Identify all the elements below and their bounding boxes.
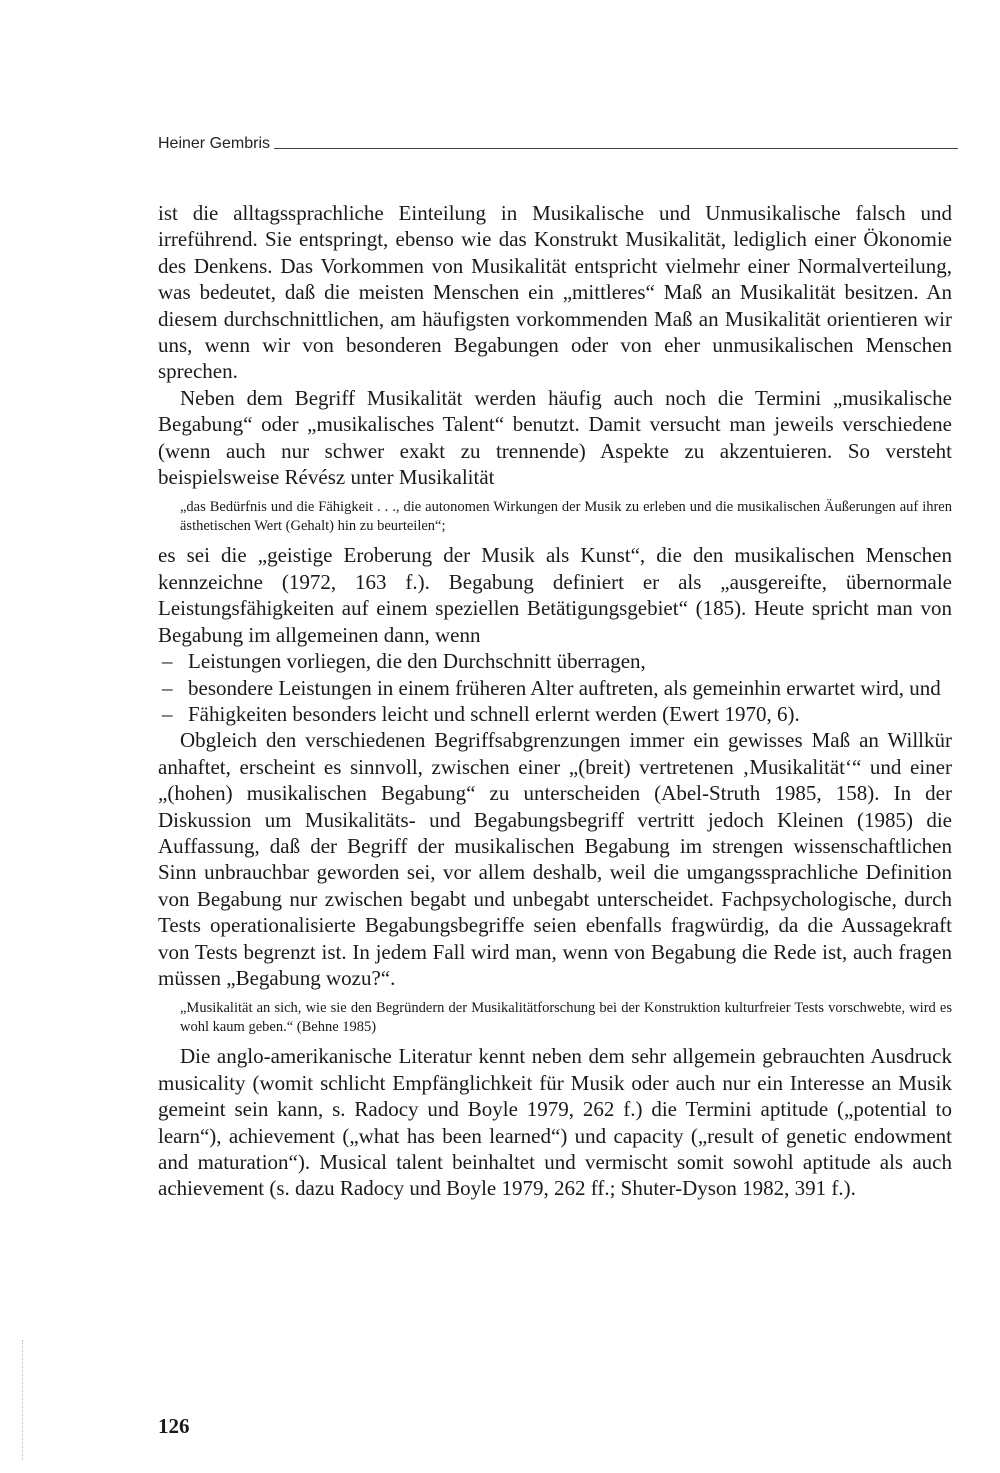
paragraph-2: Neben dem Begriff Musikalität werden häufig auch noch die Termini „musikalische Begabung“ oder „musikalisches Talent“ benutzt. Damit versucht man jeweils verschiedene (wenn auch nur schwer exakt zu trennende) Aspekte zu akzentuieren. So versteht beispielsweise Révész unter Musikalität [158, 385, 952, 490]
page-body [158, 200, 952, 1202]
block-quote-2: „Musikalität an sich, wie sie den Begründern der Musikalitätforschung bei der Konstruktion kulturfreier Tests vorschwebte, wird es wohl kaum geben.“ (Behne 1985) [180, 1000, 952, 1036]
block-quote-1: „das Bedürfnis und die Fähigkeit . . ., die autonomen Wirkungen der Musik zu erleben und die musikalischen Äußerungen auf ihren ästhetischen Wert (Gehalt) hin zu beurteilen“; [180, 499, 952, 535]
list-item: – Fähigkeiten besonders leicht und schnell erlernt werden (Ewert 1970, 6). [158, 701, 952, 727]
paragraph-5: Die anglo-amerikanische Literatur kennt neben dem sehr allgemein gebrauchten Ausdruck musicality (womit schlicht Empfänglichkeit für Musik oder auch nur ein Interesse an Musik gemeint sein kann, s. Radocy und Boyle 1979, 262 f.) die Termini aptitude („potential to learn“), achievement („what has been learned“) und capacity („result of genetic endowment and maturation“). Musical talent beinhaltet und vermischt somit sowohl aptitude als auch achievement (s. dazu Radocy und Boyle 1979, 262 ff.; Shuter-Dyson 1982, 391 f.). [158, 1044, 952, 1201]
running-header [158, 135, 958, 153]
page-number: 126 [158, 1414, 190, 1438]
header-rule [274, 148, 958, 149]
header-author: Heiner Gembris [158, 135, 271, 152]
condition-list [158, 648, 952, 727]
paragraph-4: Obgleich den verschiedenen Begriffsabgrenzungen immer ein gewisses Maß an Willkür anhaftet, erscheint es sinnvoll, zwischen einer „(breit) vertretenen ‚Musikalität‘“ und einer „(hohen) musikalischen Begabung“ zu unterscheiden (Abel-Struth 1985, 158). In der Diskussion um Musikalitäts- und Begabungsbegriff vertritt jedoch Kleinen (1985) die Auffassung, daß der Begriff der musikalischen Begabung im strengen wissenschaftlichen Sinn unbrauchbar geworden sei, vor allem deshalb, weil die umgangssprachliche Definition von Begabung nur zwischen begabt und unbegabt unterscheidet. Fachpsychologische, durch Tests operationalisierte Begabungsbegriffe seien ebenfalls fragwürdig, da die Aussagekraft von Tests begrenzt ist. In jedem Fall wird man, wenn von Begabung die Rede ist, auch fragen müssen „Begabung wozu?“. [158, 728, 952, 990]
paragraph-3: es sei die „geistige Eroberung der Musik als Kunst“, die den musikalischen Menschen kennzeichne (1972, 163 f.). Begabung definiert er als „ausgereifte, übernormale Leistungsfähigkeiten auf einem speziellen Betätigungsgebiet“ (185). Heute spricht man von Begabung im allgemeinen dann, wenn [158, 543, 952, 647]
list-item: – besondere Leistungen in einem früheren Alter auftreten, als gemeinhin erwartet wird, und [158, 675, 952, 701]
paragraph-1: ist die alltagssprachliche Einteilung in Musikalische und Unmusikalische falsch und irreführend. Sie entspringt, ebenso wie das Konstrukt Musikalität, lediglich einer Ökonomie des Denkens. Das Vorkommen von Musikalität entspricht vielmehr einer Normalverteilung, was bedeutet, daß die meisten Menschen ein „mittleres“ Maß an Musikalität besitzen. An diesem durchschnittlichen, am häufigsten vorkommenden Maß an Musikalität orientieren wir uns, wenn wir von besonderen Begabungen oder von eher unmusikalischen Menschen sprechen. [158, 201, 952, 384]
scan-margin-mark [22, 1340, 25, 1460]
list-item: – Leistungen vorliegen, die den Durchschnitt überragen, [158, 648, 952, 674]
